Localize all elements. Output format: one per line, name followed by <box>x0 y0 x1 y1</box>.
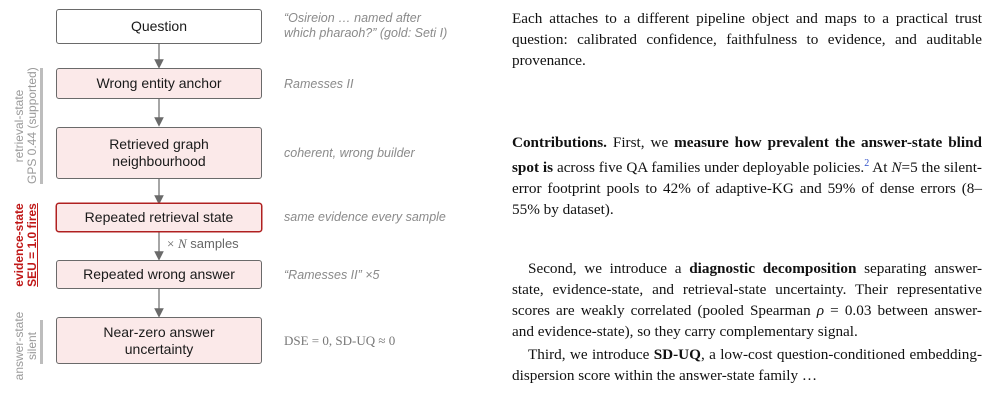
answer-note: “Ramesses II” ×5 <box>284 268 380 282</box>
retrieval-gps-label: GPS 0.44 (supported) <box>25 67 39 184</box>
anchor-note: Ramesses II <box>284 77 354 91</box>
near-zero-answer-uncertainty-box <box>56 317 262 364</box>
evidence-seu-label: SEU = 1.0 fires <box>25 203 39 287</box>
question-note-line-2: which pharaoh?” (gold: Seti I) <box>284 26 448 40</box>
uncertainty-note: DSE = 0, SD-UQ ≈ 0 <box>284 333 396 348</box>
question-note-line-1: “Osireion … named after <box>284 11 421 25</box>
evidence-state-side-label <box>13 190 39 300</box>
retrieved-graph-neighbourhood-box <box>56 127 262 179</box>
third-text-b: , a low-cost question-conditioned embedding-dispersion score within the answer-state family … <box>512 346 982 384</box>
third-text-a: Third, we introduce <box>528 346 654 363</box>
repeated-retrieval-state-box <box>56 203 262 232</box>
contributions-text-c: At <box>869 159 892 176</box>
question-box <box>56 9 262 44</box>
answer-state-bar <box>40 320 43 364</box>
retrieval-state-bar <box>40 68 43 184</box>
contributions-text-d: =5 the silent-error footprint pools to 42% of adaptive-KG and 59% of dense errors (8–55% by dataset). <box>512 159 982 218</box>
question-note <box>284 11 447 41</box>
second-text-c: = 0.03 between answer- and evidence-state), so they carry complementary signal. <box>512 302 982 340</box>
samples-word: samples <box>190 236 239 251</box>
contributions-heading: Contributions. <box>512 134 607 151</box>
times-symbol: × <box>167 236 175 251</box>
paragraph-second <box>512 258 982 342</box>
retrieval-state-side-label <box>13 68 39 184</box>
answer-state-label: answer-state <box>12 311 26 381</box>
retrieval-state-label: retrieval-state <box>12 89 26 163</box>
wrong-entity-anchor-box <box>56 68 262 99</box>
answer-state-side-label <box>13 308 39 384</box>
neighbourhood-note: coherent, wrong builder <box>284 146 415 160</box>
contributions-bold: measure how prevalent the answer-state blind spot is <box>512 134 982 176</box>
wrong-entity-anchor-label: Wrong entity anchor <box>96 75 222 91</box>
samples-label <box>167 236 239 252</box>
repeated-retrieval-state-label: Repeated retrieval state <box>84 209 234 225</box>
second-text-a: Second, we introduce a <box>528 260 690 277</box>
contributions-text-b: across five QA families under deployable policies. <box>553 159 865 176</box>
paragraph-third <box>512 344 982 386</box>
n-symbol: N <box>177 236 187 251</box>
contributions-text-a: First, we <box>606 134 675 151</box>
repeated-wrong-answer-box <box>56 260 262 289</box>
evidence-state-label: evidence-state <box>12 203 26 287</box>
retrieval-note: same evidence every sample <box>284 210 446 224</box>
answer-silent-label: silent <box>25 332 39 361</box>
repeated-wrong-answer-label: Repeated wrong answer <box>83 266 235 282</box>
intro-text: Each attaches to a different pipeline object and maps to a practical trust question: calibrated confidence, faithfulness to evidence, and auditable provenance. <box>512 10 982 69</box>
paragraph-intro <box>512 8 982 71</box>
paragraph-contributions <box>512 132 982 220</box>
second-bold: diagnostic decomposition <box>689 260 857 277</box>
rho-symbol: ρ <box>816 302 825 319</box>
near-zero-answer-uncertainty-label: Near-zero answer uncertainty <box>103 323 215 357</box>
contributions-n: N <box>891 159 902 176</box>
question-box-label: Question <box>130 18 188 34</box>
footnote-ref[interactable]: 2 <box>864 158 870 169</box>
third-bold: SD-UQ <box>653 346 701 363</box>
retrieved-graph-neighbourhood-label: Retrieved graph neighbourhood <box>109 136 209 169</box>
second-text-b: separating answer-state, evidence-state, and retrieval-state uncertainty. Their representative scores are weakly correlated (pooled Spearman <box>512 260 982 319</box>
